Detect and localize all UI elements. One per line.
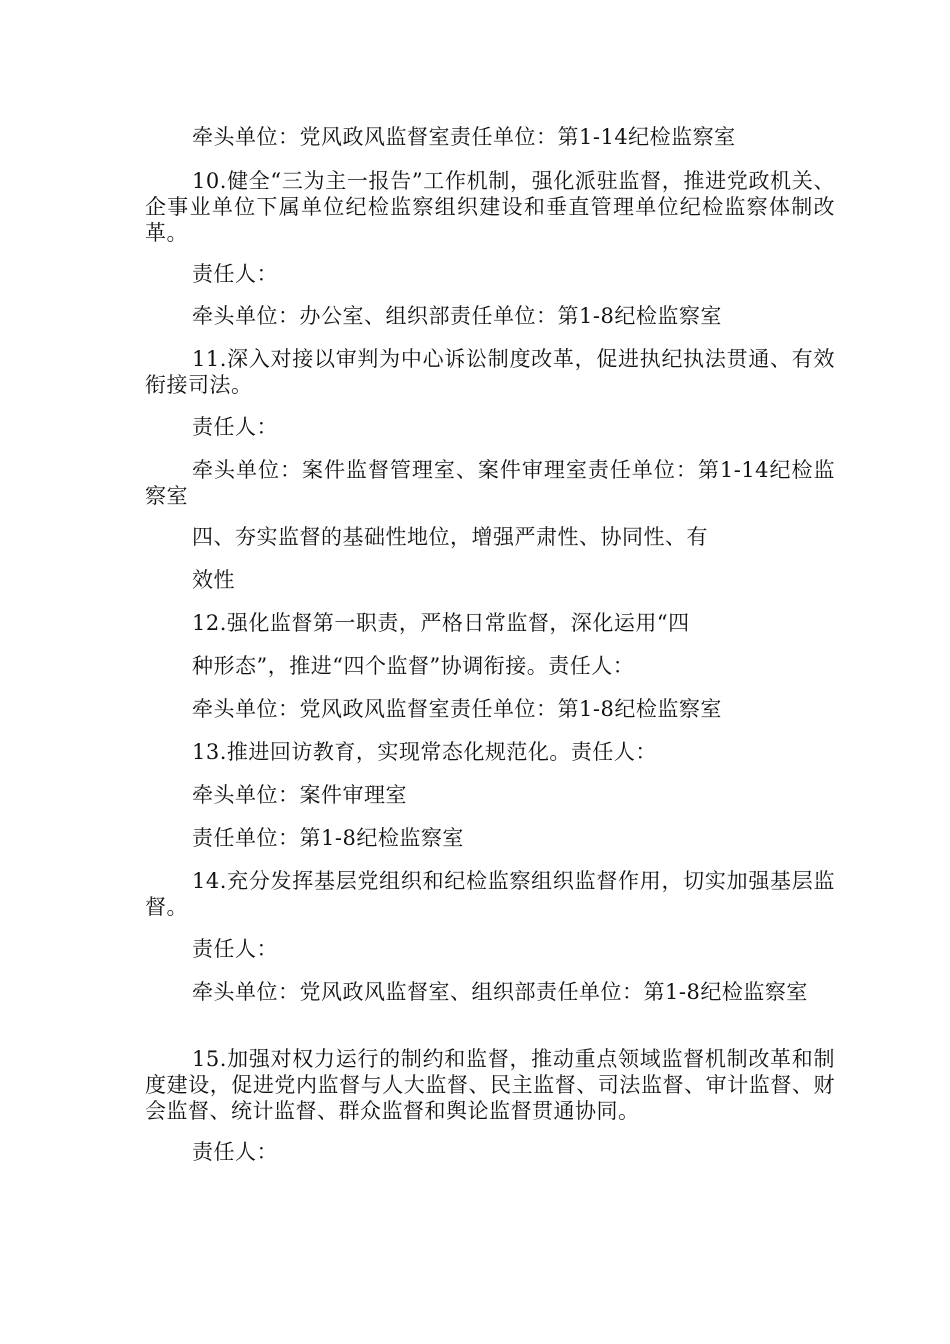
paragraph-item-15: 15.加强对权力运行的制约和监督，推动重点领域监督机制改革和制度建设，促进党内监督与人大监督、民主监督、司法监督、审计监督、财会监督、统计监督、群众监督和舆论监督贯通协同。 bbox=[145, 1047, 835, 1123]
paragraph-lead-unit-3: 牵头单位：案件监督管理室、案件审理室责任单位：第1-14纪检监察室 bbox=[145, 458, 835, 508]
paragraph-section-4-heading: 四、夯实监督的基础性地位，增强严肃性、协同性、有 bbox=[192, 525, 708, 549]
paragraph-lead-unit-6: 牵头单位：党风政风监督室、组织部责任单位：第1-8纪检监察室 bbox=[192, 980, 808, 1004]
paragraph-section-4-heading-cont: 效性 bbox=[192, 568, 235, 592]
paragraph-item-14: 14.充分发挥基层党组织和纪检监察组织监督作用，切实加强基层监督。 bbox=[145, 869, 835, 919]
paragraph-item-12: 12.强化监督第一职责，严格日常监督，深化运用“四 bbox=[192, 611, 690, 635]
paragraph-item-10: 10.健全“三为主一报告”工作机制，强化派驻监督，推进党政机关、企事业单位下属单位纪检监察组织建设和垂直管理单位纪检监察体制改革。 bbox=[145, 169, 835, 245]
paragraph-responsible-1: 责任人： bbox=[192, 262, 278, 286]
paragraph-lead-unit-5: 牵头单位：案件审理室 bbox=[192, 783, 407, 807]
paragraph-responsible-4: 责任人： bbox=[192, 1140, 278, 1164]
paragraph-item-11: 11.深入对接以审判为中心诉讼制度改革，促进执纪执法贯通、有效衔接司法。 bbox=[145, 347, 835, 397]
paragraph-lead-unit-1: 牵头单位：党风政风监督室责任单位：第1-14纪检监察室 bbox=[192, 125, 736, 149]
paragraph-responsible-3: 责任人： bbox=[192, 937, 278, 961]
paragraph-responsible-unit-5: 责任单位：第1-8纪检监察室 bbox=[192, 826, 464, 850]
paragraph-responsible-2: 责任人： bbox=[192, 415, 278, 439]
paragraph-lead-unit-4: 牵头单位：党风政风监督室责任单位：第1-8纪检监察室 bbox=[192, 697, 722, 721]
paragraph-item-13: 13.推进回访教育，实现常态化规范化。责任人： bbox=[192, 740, 657, 764]
paragraph-item-12-cont: 种形态”，推进“四个监督”协调衔接。责任人： bbox=[192, 654, 635, 678]
paragraph-lead-unit-2: 牵头单位：办公室、组织部责任单位：第1-8纪检监察室 bbox=[192, 304, 722, 328]
